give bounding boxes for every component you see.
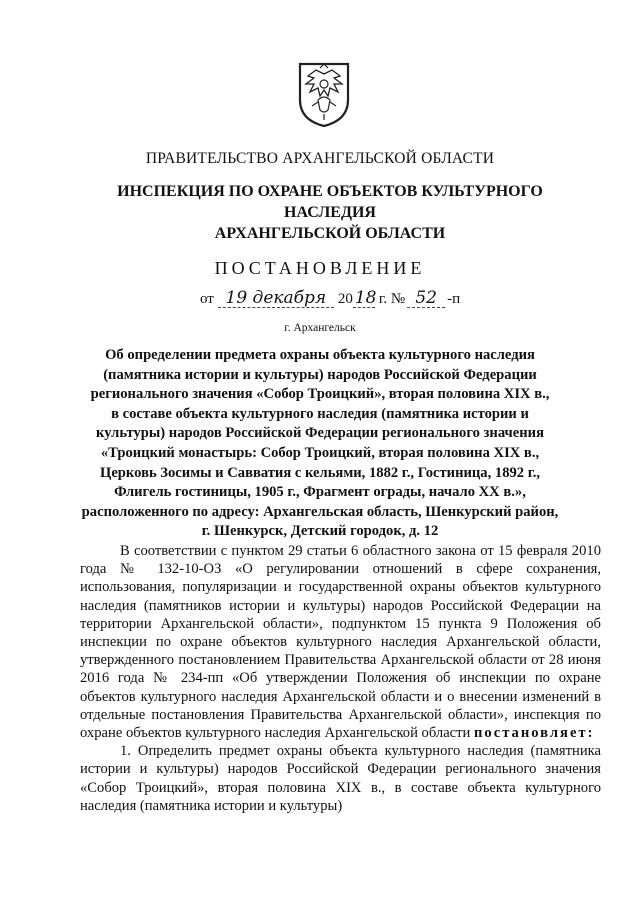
title-line: культуры) народов Российской Федерации регионального значения bbox=[96, 425, 544, 442]
city-label: г. Архангельск bbox=[284, 322, 356, 334]
government-name: ПРАВИТЕЛЬСТВО АРХАНГЕЛЬСКОЙ ОБЛАСТИ bbox=[145, 150, 495, 167]
title-line: (памятника истории и культуры) народов Российской Федерации bbox=[103, 366, 537, 383]
title-line: Церковь Зосимы и Савватия с кельями, 1882 г., Гостиница, 1892 г., bbox=[99, 464, 541, 481]
handwritten-year: 18 bbox=[354, 288, 377, 308]
inspection-name bbox=[70, 181, 590, 244]
inspection-name-line: АРХАНГЕЛЬСКОЙ ОБЛАСТИ bbox=[214, 225, 446, 242]
decree-heading: ПОСТАНОВЛЕНИЕ bbox=[214, 258, 426, 278]
title-line: регионального значения «Собор Троицкий», вторая половина XIX в., bbox=[90, 386, 550, 403]
number-suffix: -п bbox=[447, 291, 461, 307]
title-line: «Троицкий монастырь: Собор Троицкий, вторая половина XIX в., bbox=[100, 444, 540, 461]
preamble-text: В соответствии с пунктом 29 статьи 6 областного закона от 15 февраля 2010 года № 132-10-ОЗ «О регулировании отношений в сфере сохранения, использования, популяризации и государственной охраны объектов культурного наследия (памятников истории и культуры) народов Российской Федерации на территории Архангельской области», подпунктом 15 пункта 9 Положения об инспекции по охране объектов культурного наследия Архангельской области, утвержденного постановлением Правительства Архангельской области от 28 июня 2016 года № 234-пп «Об утверждении Положения об инспекции по охране объектов культурного наследия Архангельской области и о внесении изменений в отдельные постановления Правительства Архангельской области», инспекция по охране объектов культурного наследия Архангельской области bbox=[80, 543, 601, 742]
decree-date-line bbox=[200, 289, 490, 308]
year-prefix: 20 bbox=[337, 291, 353, 307]
preamble-paragraph bbox=[80, 542, 601, 742]
number-label: г. № bbox=[378, 291, 406, 307]
from-label: от bbox=[200, 291, 214, 307]
handwritten-number: 52 bbox=[407, 289, 445, 308]
item-1-paragraph: 1. Определить предмет охраны объекта культурного наследия (памятника истории и культуры) народов Российской Федерации регионального значения «Собор Троицкий», вторая половина XIX в., в составе объекта культурного наследия (памятника истории и культуры) bbox=[80, 743, 601, 814]
resolves-text: постановляет: bbox=[474, 725, 595, 742]
title-line: г. Шенкурск, Детский городок, д. 12 bbox=[201, 523, 439, 540]
coat-of-arms-icon bbox=[296, 60, 352, 128]
title-line: расположенного по адресу: Архангельская область, Шенкурский район, bbox=[81, 503, 559, 520]
title-line: в составе объекта культурного наследия (памятника истории и bbox=[111, 405, 529, 422]
handwritten-date: 19 декабря bbox=[218, 289, 334, 308]
title-line: Об определении предмета охраны объекта культурного наследия bbox=[105, 347, 535, 363]
decree-body bbox=[80, 542, 601, 815]
inspection-name-line: ИНСПЕКЦИЯ ПО ОХРАНЕ ОБЪЕКТОВ КУЛЬТУРНОГО НАСЛЕДИЯ bbox=[117, 183, 543, 221]
title-line: Флигель гостиницы, 1905 г., Фрагмент ограды, начало XX в.», bbox=[114, 484, 526, 501]
decree-title bbox=[70, 346, 570, 542]
